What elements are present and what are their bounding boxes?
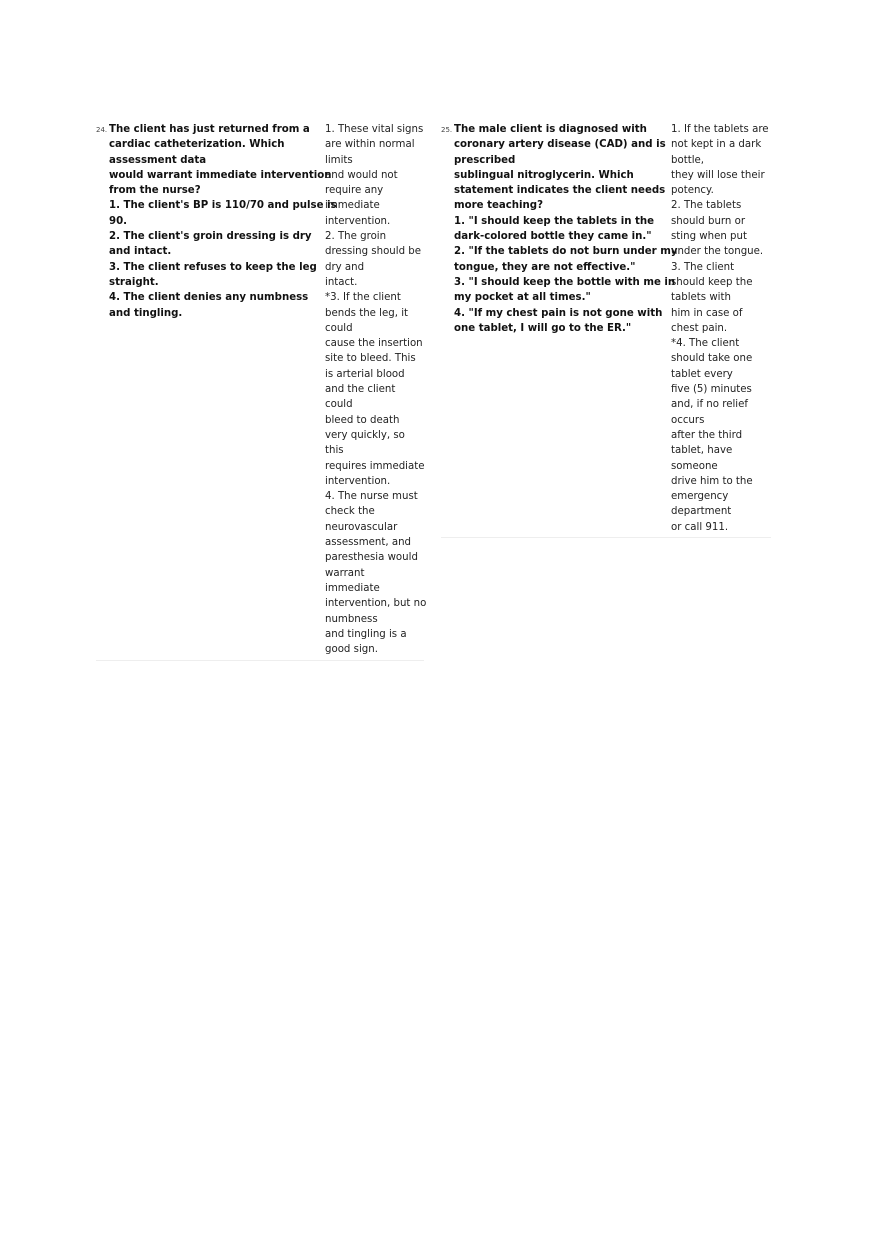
- rationale-line: immediate: [325, 582, 380, 594]
- rationale-line: good sign.: [325, 644, 378, 656]
- rationale-line: potency.: [671, 185, 714, 197]
- rationale-line: very quickly, so: [325, 429, 405, 441]
- rationale-line: dry and: [325, 261, 365, 273]
- rationale-line: 3. The client: [671, 261, 735, 273]
- rationale-line: cause the insertion: [325, 338, 423, 350]
- option-line: my pocket at all times.": [454, 292, 591, 304]
- rationale-line: after the third: [671, 429, 743, 441]
- rationale-line: this: [325, 445, 344, 457]
- rationale-line: is arterial blood: [325, 368, 405, 380]
- question-line: assessment data: [109, 154, 207, 166]
- rationale-line: should burn or: [671, 215, 746, 227]
- rationale-line: drive him to the: [671, 475, 753, 487]
- option-line: one tablet, I will go to the ER.": [454, 322, 632, 334]
- rationale-line: requires immediate: [325, 460, 425, 472]
- rationale-line: dressing should be: [325, 246, 422, 258]
- option-line: 2. The client's groin dressing is dry: [109, 231, 312, 243]
- rationale-line: immediate: [325, 200, 380, 212]
- option-line: straight.: [109, 276, 159, 288]
- rationale-line: not kept in a dark: [671, 139, 762, 151]
- question-line: from the nurse?: [109, 185, 201, 197]
- rationale-line: neurovascular: [325, 521, 398, 533]
- question-line: statement indicates the client needs: [454, 185, 666, 197]
- rationale-line: should keep the: [671, 276, 753, 288]
- rationale-line: bleed to death: [325, 414, 400, 426]
- option-line: 4. The client denies any numbness: [109, 292, 309, 304]
- rationale-line: bottle,: [671, 154, 705, 166]
- question-text: [109, 122, 337, 321]
- question-line: more teaching?: [454, 200, 543, 212]
- option-line: 2. "If the tablets do not burn under my: [454, 246, 678, 258]
- rationale-line: *4. The client: [671, 338, 740, 350]
- rationale-line: and would not: [325, 169, 398, 181]
- question-block-25: [441, 122, 771, 538]
- question-line: cardiac catheterization. Which: [109, 139, 285, 151]
- rationale-line: intervention.: [325, 215, 391, 227]
- rationale-line: they will lose their: [671, 169, 765, 181]
- rationale-line: site to bleed. This: [325, 353, 416, 365]
- rationale-line: and tingling is a: [325, 628, 407, 640]
- question-line: prescribed: [454, 154, 516, 166]
- rationale-line: warrant: [325, 567, 365, 579]
- option-line: 1. The client's BP is 110/70 and pulse is: [109, 200, 337, 212]
- rationale-line: or call 911.: [671, 521, 729, 533]
- rationale-line: intervention.: [325, 475, 391, 487]
- rationale-line: paresthesia would: [325, 552, 418, 564]
- rationale-line: could: [325, 399, 353, 411]
- rationale-line: intervention, but no: [325, 598, 427, 610]
- rationale-line: department: [671, 506, 732, 518]
- rationale-line: limits: [325, 154, 353, 166]
- rationale-line: are within normal: [325, 139, 415, 151]
- question-number: 24.: [96, 126, 108, 134]
- rationale-line: sting when put: [671, 231, 747, 243]
- rationale-line: require any: [325, 185, 384, 197]
- rationale-line: 4. The nurse must: [325, 491, 418, 503]
- rationale-line: tablet, have: [671, 445, 733, 457]
- rationale-line: five (5) minutes: [671, 384, 752, 396]
- rationale-line: intact.: [325, 276, 358, 288]
- option-line: 4. "If my chest pain is not gone with: [454, 307, 663, 319]
- rationale-line: *3. If the client: [325, 292, 401, 304]
- rationale-line: and, if no relief: [671, 399, 748, 411]
- question-number: 25.: [441, 126, 453, 134]
- option-line: 3. The client refuses to keep the leg: [109, 261, 317, 273]
- option-line: dark-colored bottle they came in.": [454, 231, 652, 243]
- rationale-line: should take one: [671, 353, 753, 365]
- rationale-line: tablet every: [671, 368, 733, 380]
- rationale-line: and the client: [325, 384, 396, 396]
- option-line: 3. "I should keep the bottle with me in: [454, 276, 676, 288]
- question-line: would warrant immediate intervention: [109, 169, 332, 181]
- rationale-line: chest pain.: [671, 322, 728, 334]
- option-line: and intact.: [109, 246, 172, 258]
- rationale-line: 1. These vital signs: [325, 124, 424, 135]
- rationale-line: could: [325, 322, 353, 334]
- option-line: tongue, they are not effective.": [454, 261, 636, 273]
- rationale-line: 1. If the tablets are: [671, 124, 769, 135]
- question-line: The client has just returned from a: [109, 124, 310, 135]
- option-line: and tingling.: [109, 307, 183, 319]
- rationale-line: bends the leg, it: [325, 307, 409, 319]
- rationale-line: 2. The tablets: [671, 200, 742, 212]
- rationale-line: emergency: [671, 491, 729, 503]
- question-line: sublingual nitroglycerin. Which: [454, 169, 634, 181]
- rationale-line: under the tongue.: [671, 246, 764, 258]
- question-line: coronary artery disease (CAD) and is: [454, 139, 666, 151]
- question-block-24: [96, 122, 427, 661]
- rationale-line: tablets with: [671, 292, 731, 304]
- rationale-line: assessment, and: [325, 537, 412, 549]
- answer-rationale: [325, 122, 425, 657]
- rationale-line: someone: [671, 460, 718, 472]
- question-text: [454, 122, 678, 336]
- question-line: The male client is diagnosed with: [454, 124, 647, 135]
- option-line: 1. "I should keep the tablets in the: [454, 215, 655, 227]
- answer-rationale: [671, 122, 771, 535]
- rationale-line: numbness: [325, 613, 378, 625]
- option-line: 90.: [109, 215, 128, 227]
- rationale-line: check the: [325, 506, 375, 518]
- rationale-line: him in case of: [671, 307, 743, 319]
- rationale-line: occurs: [671, 414, 705, 426]
- rationale-line: 2. The groin: [325, 231, 387, 243]
